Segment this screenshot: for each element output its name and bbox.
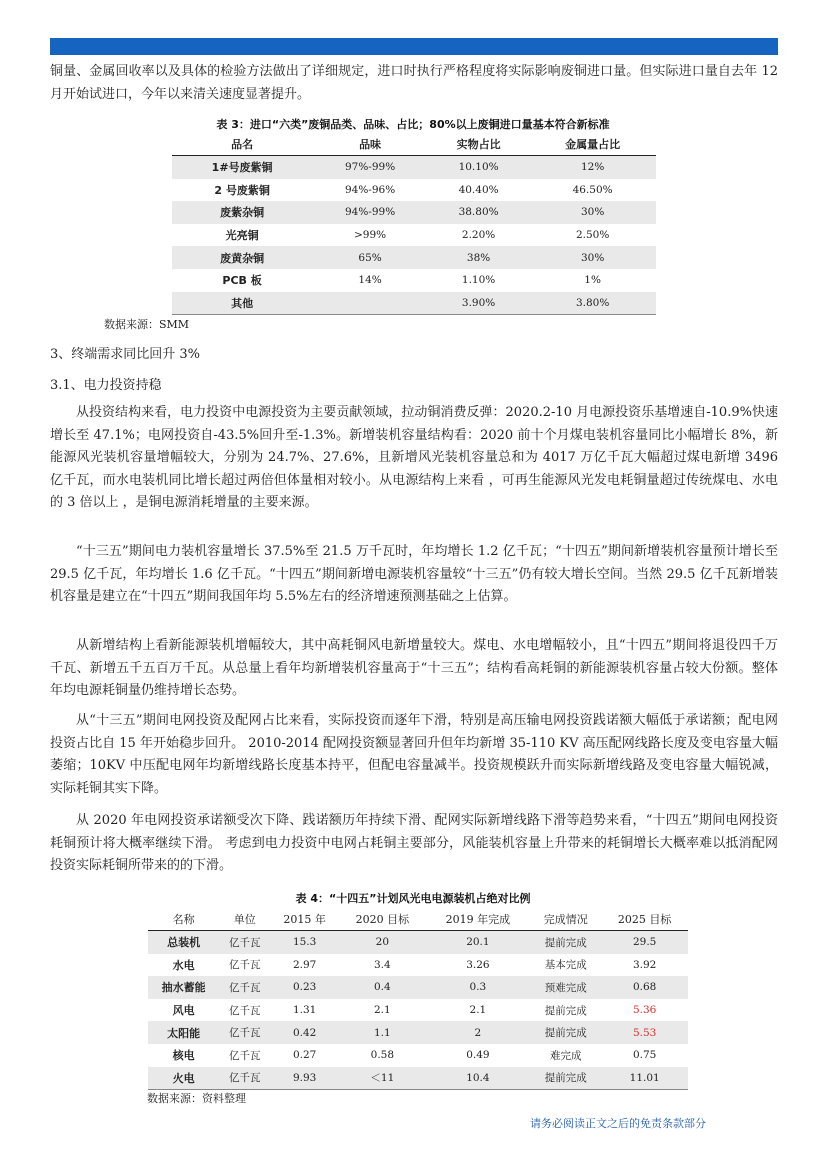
paragraph-5: 从 2020 年电网投资承诺额受次下降、践诺额历年持续下滑、配网实际新增线路下滑等趋势来看，“十四五”期间电网投资耗铜预计将大概率继续下滑。 考虑到电力投资中电网占耗铜主要部分，风能装机容量上升带来的耗铜增长大概率难以抵消配网投资实际耗铜所带来的的下滑。 (50, 813, 778, 873)
table-cell: 3.4 (374, 958, 391, 971)
table3 (172, 133, 656, 315)
table-cell: 亿千瓦 (219, 1067, 270, 1090)
table-cell-highlight: 5.53 (632, 1026, 657, 1039)
table-cell: 0.58 (370, 1049, 395, 1062)
table4-source: 数据来源：资料整理 (147, 1092, 246, 1105)
table-cell: 风电 (172, 1004, 195, 1018)
table4-header: 名称 (148, 907, 219, 931)
table4-header: 2020 目标 (339, 907, 426, 931)
table-cell: 1.1 (374, 1026, 391, 1039)
table-cell: 1#号废紫铜 (211, 161, 273, 175)
table-cell (312, 292, 428, 315)
disclaimer-footer: 请务必阅读正文之后的免责条款部分 (530, 1117, 706, 1130)
table-row (172, 246, 656, 269)
table4 (148, 907, 688, 1090)
table-cell: 15.3 (292, 936, 317, 949)
table-cell: 14% (358, 274, 382, 287)
table-cell: 2.20% (461, 229, 496, 242)
table-cell: 20.1 (466, 936, 490, 949)
table4-header: 2015 年 (270, 907, 339, 931)
paragraph-4: 从“十三五”期间电网投资及配网占比来看，实际投资而逐年下滑，特别是高压输电网投资践诺额大幅低于承诺额；配电网投资占比自 15 年开始稳步回升。 2010-2014 配网投资额显著回升但年均新增 35-110 KV 高压配网线路长度及变电容量大幅萎缩；10KV 中压配电网年均新增线路长度基本持平，但配电容量减半。投资规模跃升而实际新增线路及变电容量大幅锐减，实际耗铜其实下降。 (50, 713, 778, 796)
table-cell: 废黄杂铜 (220, 251, 265, 265)
table-cell: 0.3 (469, 981, 487, 994)
table-row (172, 179, 656, 202)
table-cell: 提前完成 (544, 1027, 587, 1040)
table-row (172, 201, 656, 224)
table-cell: 光亮铜 (225, 229, 259, 243)
table-cell: 65% (358, 251, 382, 264)
table-cell: 0.42 (292, 1026, 317, 1039)
table-cell: ＜11 (339, 1067, 426, 1090)
table-cell: 0.23 (292, 981, 317, 994)
table3-header: 金属量占比 (529, 133, 656, 156)
table-cell: 94%-99% (344, 206, 396, 219)
table-cell: 30% (580, 206, 605, 219)
header-bar (50, 38, 778, 55)
paragraph-2: “十三五”期间电力装机容量增长 37.5%至 21.5 万千瓦时，年均增长 1.2 亿千瓦；“十四五”期间新增装机容量预计增长至 29.5 亿千瓦，年均增长 1.6 亿千瓦。“十四五”期间新增电源装机容量较“十三五”仍有较大增长空间。当然 29.5 亿千瓦新增装机容量是建立在“十四五”期间我国年均 5.5%左右的经济增速预测基础之上估算。 (50, 544, 778, 604)
table-cell: 46.50% (572, 183, 613, 196)
table-cell: 10.10% (458, 161, 499, 174)
table-row (148, 931, 688, 954)
table4-header: 2019 年完成 (426, 907, 530, 931)
table-cell: 10.4 (426, 1067, 530, 1090)
table3-header: 品名 (172, 133, 312, 156)
table-cell: 11.01 (601, 1067, 688, 1090)
table-cell: 总装机 (167, 936, 201, 950)
table-cell: 0.4 (374, 981, 391, 994)
table4-header-row (148, 907, 688, 931)
table-cell-highlight: 5.36 (632, 1004, 657, 1017)
section-heading-3-1: 3.1、电力投资持稳 (50, 378, 162, 393)
table-cell: 97%-99% (344, 161, 396, 174)
paragraph-1: 从投资结构来看，电力投资中电源投资为主要贡献领域，拉动铜消费反弹：2020.2-10 月电源投资乐基增速自-10.9%快速增长至 47.1%；电网投资自-43.5%回升至-1.3%。新增装机容量结构看：2020 前十个月煤电装机容量同比小幅增长 8%，新能源风光装机容量增幅较大，分别为 24.7%、27.6%，且新增风光装机容量总和为 4017 万亿千瓦大幅超过煤电新增 3496 亿千瓦，而水电装机同比增长超过两倍但体量相对较小。从电源结构上来看 ，可再生能源风光发电耗铜量超过传统煤电、水电的 3 倍以上 ，是铜电源消耗增量的主要来源。 (50, 405, 778, 510)
table-cell: 3.26 (466, 958, 490, 971)
table3-header-row (172, 133, 656, 156)
table-cell: 2.1 (469, 1004, 487, 1017)
table-cell: 2.50% (575, 229, 610, 242)
table-cell: 亿千瓦 (228, 1027, 261, 1040)
table-cell: 亿千瓦 (228, 981, 261, 994)
table-cell: 提前完成 (544, 936, 587, 949)
table-cell: 2.1 (374, 1004, 391, 1017)
table-row (148, 954, 688, 977)
table-cell: 废紫杂铜 (220, 206, 265, 220)
table-cell: 2 号废紫铜 (214, 183, 270, 197)
table-cell: 核电 (172, 1049, 195, 1063)
table-cell: 亿千瓦 (228, 959, 261, 972)
table-cell: 0.75 (632, 1049, 657, 1062)
table-cell: 0.49 (466, 1049, 490, 1062)
table-cell: 38% (466, 251, 491, 264)
table-cell: 38.80% (458, 206, 499, 219)
table-row (172, 224, 656, 247)
table3-caption: 表 3：进口“六类”废铜品类、品味、占比；80%以上废铜进口量基本符合新标准 (216, 118, 610, 131)
table-cell: 2.97 (292, 958, 317, 971)
table-cell: 1% (584, 274, 601, 287)
table-cell: 30% (580, 251, 605, 264)
table-cell: 1.10% (461, 274, 496, 287)
table-cell: 20 (375, 936, 390, 949)
table3-header: 品味 (312, 133, 428, 156)
paragraph-3: 从新增结构上看新能源装机增幅较大，其中高耗铜风电新增量较大。煤电、水电增幅较小，且“十四五”期间将退役四千万千瓦、新增五千五百万千瓦。从总量上看年均新增装机容量高于“十三五”；结构看高耗铜的新能源装机容量占较大份额。整体年均电源耗铜量仍维持增长态势。 (50, 638, 778, 698)
table-row (148, 1044, 688, 1067)
table-cell: 9.93 (270, 1067, 339, 1090)
table-cell: 基本完成 (544, 959, 587, 972)
table-row (148, 1067, 688, 1090)
table4-caption: 表 4：“十四五”计划风光电电源装机占绝对比例 (295, 892, 531, 905)
table-cell: 1.31 (292, 1004, 317, 1017)
table-cell: 水电 (172, 958, 195, 972)
table-cell: 亿千瓦 (228, 1049, 261, 1062)
table-cell: 太阳能 (167, 1026, 201, 1040)
table-row (148, 999, 688, 1022)
table-cell: 3.90% (428, 292, 529, 315)
table-cell: 3.92 (632, 958, 657, 971)
table3-header: 实物占比 (428, 133, 529, 156)
table-cell: 0.68 (632, 981, 657, 994)
table-cell: 火电 (148, 1067, 219, 1090)
table-cell: 难完成 (549, 1049, 582, 1062)
table-row (172, 292, 656, 315)
table4-header: 完成情况 (530, 907, 601, 931)
table-cell: 0.27 (292, 1049, 317, 1062)
table-cell: 12% (580, 161, 605, 174)
table-cell: 29.5 (632, 936, 657, 949)
table-cell: 40.40% (458, 183, 499, 196)
table4-header: 单位 (219, 907, 270, 931)
table-row (172, 156, 656, 179)
table-row (148, 976, 688, 999)
table-cell: 提前完成 (530, 1067, 601, 1090)
table-cell: 3.80% (529, 292, 656, 315)
table-cell: 2 (474, 1026, 482, 1039)
intro-paragraph: 铜量、金属回收率以及具体的检验方法做出了详细规定，进口时执行严格程度将实际影响废铜进口量。但实际进口量自去年 12 月开始试进口，今年以来清关速度显著提升。 (50, 64, 778, 102)
table-row (148, 1021, 688, 1044)
table-cell: 94%-96% (344, 183, 396, 196)
table-cell: 预难完成 (544, 981, 587, 994)
table-cell: 亿千瓦 (228, 1004, 261, 1017)
table-row (172, 269, 656, 292)
table-cell: 亿千瓦 (228, 936, 261, 949)
table-cell: >99% (354, 229, 387, 242)
table3-source: 数据来源：SMM (104, 318, 190, 331)
table-cell: PCB 板 (222, 274, 262, 288)
section-heading-3: 3、终端需求同比回升 3% (50, 347, 201, 362)
table-cell: 抽水蓄能 (161, 981, 206, 995)
table4-header: 2025 目标 (601, 907, 688, 931)
table-cell: 其他 (172, 292, 312, 315)
table-cell: 提前完成 (544, 1004, 587, 1017)
